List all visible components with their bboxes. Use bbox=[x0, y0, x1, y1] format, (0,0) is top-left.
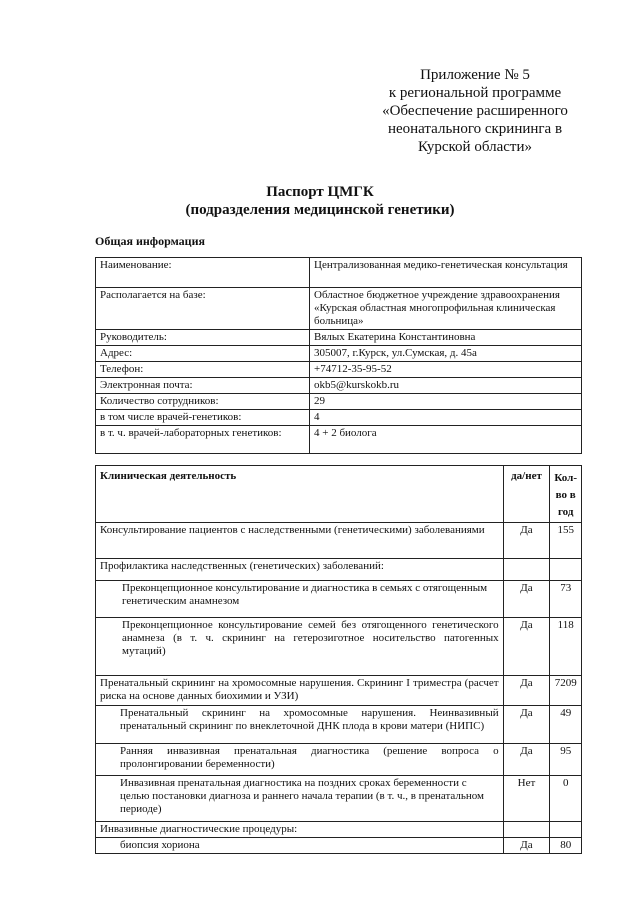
yesno-cell: Да bbox=[503, 523, 550, 559]
info-key: в том числе врачей-генетиков: bbox=[96, 410, 310, 426]
appendix-line: к региональной программе bbox=[388, 85, 562, 101]
table-row bbox=[96, 330, 582, 346]
yesno-cell: Да bbox=[503, 838, 550, 854]
appendix-line: Приложение № 5 bbox=[420, 67, 530, 83]
info-value: 29 bbox=[310, 394, 582, 410]
appendix-line: неонатального скрининга в bbox=[387, 121, 563, 137]
table-row bbox=[96, 838, 582, 854]
info-key: Количество сотрудников: bbox=[96, 394, 310, 410]
table-row bbox=[96, 258, 582, 288]
activity-cell: Преконцепционное консультирование семей без отягощенного генетического анамнеза (в т. ч. скрининг на гетерозиготное носительство патогенных мутаций) bbox=[96, 618, 504, 676]
count-cell: 49 bbox=[550, 706, 582, 744]
appendix-block bbox=[370, 66, 580, 156]
document-title bbox=[150, 183, 490, 219]
table-row bbox=[96, 676, 582, 706]
table-row bbox=[96, 744, 582, 776]
table-row bbox=[96, 378, 582, 394]
count-cell: 0 bbox=[550, 776, 582, 822]
general-info-heading: Общая информация bbox=[95, 234, 205, 248]
table-row bbox=[96, 394, 582, 410]
info-value: +74712-35-95-52 bbox=[310, 362, 582, 378]
general-info-table bbox=[95, 257, 582, 454]
activity-cell: биопсия хориона bbox=[96, 838, 504, 854]
table-row bbox=[96, 523, 582, 559]
title-subline: (подразделения медицинской генетики) bbox=[185, 202, 455, 218]
info-value: 4 + 2 биолога bbox=[310, 426, 582, 454]
info-value: 4 bbox=[310, 410, 582, 426]
activity-cell: Пренатальный скрининг на хромосомные нарушения. Скрининг I триместра (расчет риска на основе данных биохимии и УЗИ) bbox=[96, 676, 504, 706]
info-value: Вялых Екатерина Константиновна bbox=[310, 330, 582, 346]
clinical-activity-table bbox=[95, 465, 582, 854]
info-key: Располагается на базе: bbox=[96, 288, 310, 330]
count-cell: 155 bbox=[550, 523, 582, 559]
activity-cell: Инвазивная пренатальная диагностика на поздних сроках беременности с целью постановки диагноза и раннего начала терапии (в т. ч., в пренатальном периоде) bbox=[96, 776, 504, 822]
activity-cell: Пренатальный скрининг на хромосомные нарушения. Неинвазивный пренатальный скрининг по внеклеточной ДНК плода в крови матери (НИПС) bbox=[96, 706, 504, 744]
activity-cell: Профилактика наследственных (генетических) заболеваний: bbox=[96, 559, 504, 581]
table-row bbox=[96, 706, 582, 744]
table-row bbox=[96, 618, 582, 676]
table-row bbox=[96, 288, 582, 330]
appendix-line: Курской области» bbox=[418, 139, 532, 155]
info-key: Электронная почта: bbox=[96, 378, 310, 394]
yesno-cell: Да bbox=[503, 618, 550, 676]
info-key: Телефон: bbox=[96, 362, 310, 378]
yesno-cell bbox=[503, 822, 550, 838]
activity-cell: Ранняя инвазивная пренатальная диагностика (решение вопроса о пролонгировании беременности) bbox=[96, 744, 504, 776]
count-cell: 118 bbox=[550, 618, 582, 676]
yesno-cell: Да bbox=[503, 581, 550, 618]
info-key: Руководитель: bbox=[96, 330, 310, 346]
count-cell bbox=[550, 559, 582, 581]
info-value: 305007, г.Курск, ул.Сумская, д. 45а bbox=[310, 346, 582, 362]
count-cell: 95 bbox=[550, 744, 582, 776]
info-key: в т. ч. врачей-лабораторных генетиков: bbox=[96, 426, 310, 454]
table-row bbox=[96, 426, 582, 454]
column-header-count: Кол-во в год bbox=[550, 466, 582, 523]
table-row bbox=[96, 822, 582, 838]
count-cell bbox=[550, 822, 582, 838]
info-value: okb5@kurskokb.ru bbox=[310, 378, 582, 394]
activity-cell: Консультирование пациентов с наследственными (генетическими) заболеваниями bbox=[96, 523, 504, 559]
column-header-activity: Клиническая деятельность bbox=[96, 466, 504, 523]
activity-cell: Преконцепционное консультирование и диагностика в семьях с отягощенным генетическим анамнезом bbox=[96, 581, 504, 618]
table-row bbox=[96, 362, 582, 378]
yesno-cell: Да bbox=[503, 744, 550, 776]
yesno-cell: Да bbox=[503, 706, 550, 744]
yesno-cell: Нет bbox=[503, 776, 550, 822]
info-key: Адрес: bbox=[96, 346, 310, 362]
yesno-cell bbox=[503, 559, 550, 581]
count-cell: 73 bbox=[550, 581, 582, 618]
count-cell: 80 bbox=[550, 838, 582, 854]
table-row bbox=[96, 559, 582, 581]
table-header-row bbox=[96, 466, 582, 523]
table-row bbox=[96, 346, 582, 362]
activity-cell: Инвазивные диагностические процедуры: bbox=[96, 822, 504, 838]
info-key: Наименование: bbox=[96, 258, 310, 288]
info-value: Областное бюджетное учреждение здравоохранения «Курская областная многопрофильная клиническая больница» bbox=[310, 288, 582, 330]
table-row bbox=[96, 410, 582, 426]
table-row bbox=[96, 581, 582, 618]
table-row bbox=[96, 776, 582, 822]
count-cell: 7209 bbox=[550, 676, 582, 706]
appendix-line: «Обеспечение расширенного bbox=[382, 103, 568, 119]
title-line: Паспорт ЦМГК bbox=[266, 184, 374, 200]
yesno-cell: Да bbox=[503, 676, 550, 706]
column-header-yesno: да/нет bbox=[503, 466, 550, 523]
info-value: Централизованная медико-генетическая консультация bbox=[310, 258, 582, 288]
